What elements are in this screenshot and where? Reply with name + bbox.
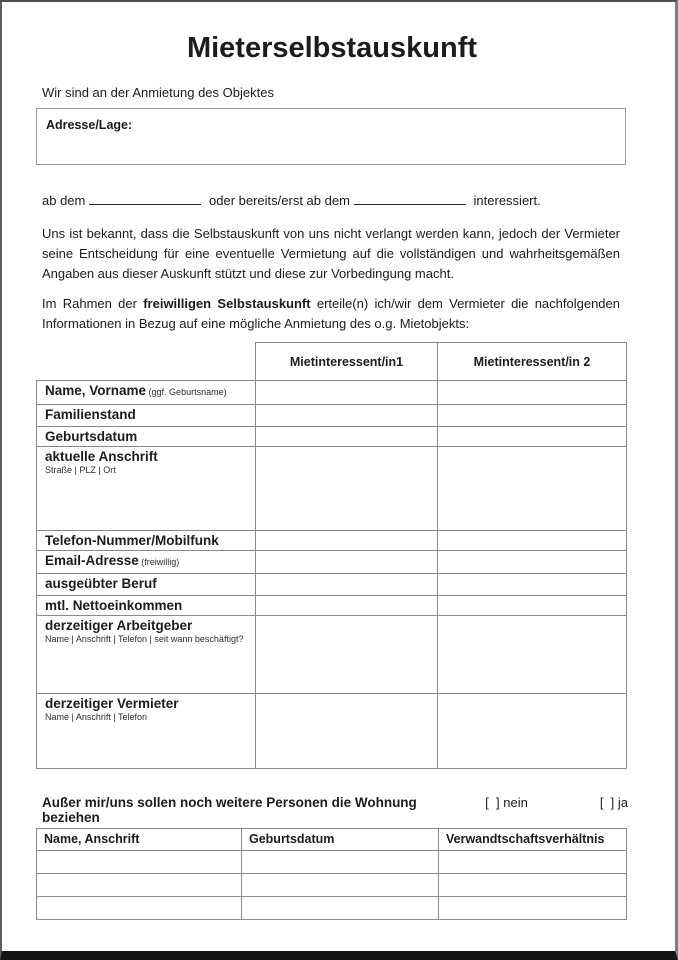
row-sublabel: Straße | PLZ | Ort: [45, 465, 116, 475]
table-row: [37, 427, 627, 447]
consent-pre: Im Rahmen der: [42, 296, 144, 311]
checkbox-nein: [ ] nein: [485, 795, 528, 810]
column-header-relationship: Verwandtschaftsverhältnis: [439, 829, 627, 851]
input-cell: [438, 447, 627, 531]
page-title: Mieterselbstauskunft: [186, 32, 478, 64]
date-blank-2: [354, 191, 466, 205]
header-spacer-cell: [37, 343, 256, 381]
column-header-name: Name, Anschrift: [37, 829, 242, 851]
main-table: [36, 342, 627, 769]
table-row: [37, 694, 627, 769]
table-row: [37, 531, 627, 551]
main-table-body: [37, 381, 627, 769]
date-blank-1: [89, 191, 201, 205]
row-label: Geburtsdatum: [37, 427, 256, 447]
input-cell: [438, 694, 627, 769]
checkbox-ja: [ ] ja: [599, 795, 628, 810]
household-table-body: [37, 851, 627, 920]
row-label: Email-Adresse (freiwillig): [37, 551, 256, 574]
input-cell: [438, 427, 627, 447]
household-table-header-row: [37, 829, 627, 851]
input-cell: [256, 551, 438, 574]
input-cell: [438, 531, 627, 551]
row-label: aktuelle Anschrift Straße | PLZ | Ort: [37, 447, 256, 531]
input-cell: [256, 405, 438, 427]
input-cell: [439, 851, 627, 874]
column-header-tenant2: Mietinteressent/in 2: [438, 343, 627, 381]
input-cell: [438, 574, 627, 596]
consent-post: erteile(n) ich/wir dem Vermieter die nachfolgenden Informationen in Bezug auf eine mögliche Anmietung des o.g. Mietobjekts:: [42, 296, 620, 331]
input-cell: [438, 405, 627, 427]
input-cell: [37, 874, 242, 897]
column-header-tenant1: Mietinteressent/in1: [256, 343, 438, 381]
intro-line: Wir sind an der Anmietung des Objektes: [42, 85, 274, 100]
row-label: Familienstand: [37, 405, 256, 427]
input-cell: [438, 616, 627, 694]
input-cell: [256, 596, 438, 616]
table-row: [37, 851, 627, 874]
row-sublabel: (freiwillig): [138, 557, 180, 567]
table-row: [37, 596, 627, 616]
address-box: [36, 108, 626, 165]
input-cell: [37, 897, 242, 920]
input-cell: [256, 447, 438, 531]
date-line: [42, 191, 628, 208]
row-label: ausgeübter Beruf: [37, 574, 256, 596]
row-label: derzeitiger Arbeitgeber Name | Anschrift | Telefon | seit wann beschäftigt?: [37, 616, 256, 694]
address-label: Adresse/Lage:: [46, 118, 133, 132]
input-cell: [438, 381, 627, 405]
input-cell: [256, 694, 438, 769]
input-cell: [256, 531, 438, 551]
row-sublabel: Name | Anschrift | Telefon | seit wann beschäftigt?: [45, 634, 244, 644]
household-heading-row: [42, 795, 628, 825]
input-cell: [439, 897, 627, 920]
table-row: [37, 874, 627, 897]
table-row: [37, 616, 627, 694]
table-row: [37, 551, 627, 574]
row-sublabel: (ggf. Geburtsname): [146, 387, 227, 397]
row-label: derzeitiger Vermieter Name | Anschrift | Telefon: [37, 694, 256, 769]
form-content: [2, 32, 628, 920]
input-cell: [256, 381, 438, 405]
disclosure-paragraph: Uns ist bekannt, dass die Selbstauskunft von uns nicht verlangt werden kann, jedoch der Vermieter seine Entscheidung für eine eventuelle Vermietung auf die vollständigen und wahrheitsgemäßen Angaben aus dieser Auskunft stützt und diese zur Vorbedingung macht.: [42, 226, 620, 281]
row-label: Telefon-Nummer/Mobilfunk: [37, 531, 256, 551]
input-cell: [438, 551, 627, 574]
input-cell: [256, 616, 438, 694]
table-row: [37, 405, 627, 427]
table-row: [37, 447, 627, 531]
household-heading: Außer mir/uns sollen noch weitere Personen die Wohnung beziehen: [42, 795, 417, 825]
input-cell: [242, 851, 439, 874]
row-label: Name, Vorname (ggf. Geburtsname): [37, 381, 256, 405]
input-cell: [438, 596, 627, 616]
row-sublabel: Name | Anschrift | Telefon: [45, 712, 148, 722]
input-cell: [439, 874, 627, 897]
consent-bold: freiwilligen Selbstauskunft: [143, 296, 311, 311]
table-row: [37, 381, 627, 405]
input-cell: [37, 851, 242, 874]
consent-paragraph: [42, 294, 620, 334]
date-line-part2: oder bereits/erst ab dem: [209, 193, 350, 208]
input-cell: [256, 574, 438, 596]
main-table-header-row: [37, 343, 627, 381]
date-line-part1: ab dem: [42, 193, 86, 208]
input-cell: [256, 427, 438, 447]
row-label: mtl. Nettoeinkommen: [37, 596, 256, 616]
table-row: [37, 574, 627, 596]
column-header-birthdate: Geburtsdatum: [242, 829, 439, 851]
input-cell: [242, 897, 439, 920]
household-table: [36, 828, 627, 920]
table-row: [37, 897, 627, 920]
date-line-part3: interessiert.: [473, 193, 541, 208]
input-cell: [242, 874, 439, 897]
